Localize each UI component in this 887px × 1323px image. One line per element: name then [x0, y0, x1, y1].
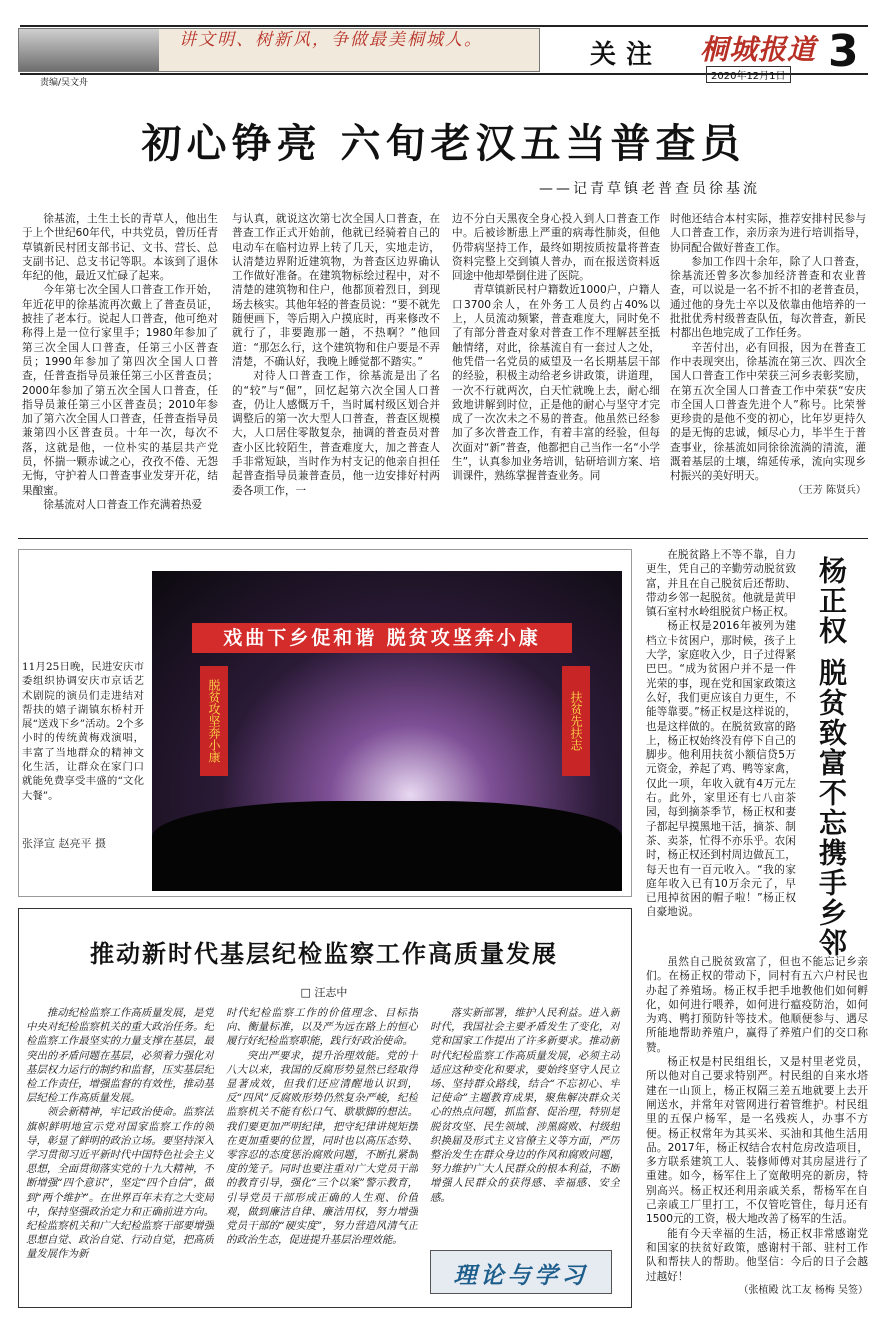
stage-banner: 戏曲下乡促和谐 脱贫攻坚奔小康 [192, 623, 572, 653]
paragraph: 对待人口普查工作，徐基流是出了名的“较”与“倔”，回忆起第六次全国人口普查，仍让人感慨万千，当时属村级区划合并调整后的第一次大型人口普查，普查区规模大，人口居住零散复杂，抽调的普查员对普查小区比较陌生，普查难度大，加之普查人手非常短缺，当时作为村支记的他亲自担任起普查指导员兼普查员，他一边安排好村两委各项工作，一 [232, 370, 440, 497]
header-banner [18, 28, 540, 72]
article3-title: 推动新时代基层纪检监察工作高质量发展 [90, 939, 558, 968]
banner-photo [19, 29, 159, 71]
section-name: 关注 [590, 40, 663, 70]
divider [18, 538, 868, 539]
paragraph: 能有今天幸福的生活，杨正权非常感谢党和国家的扶贫好政策，感谢村干部、驻村工作队和帮扶人的帮助。他坚信：今后的日子会越过越好！ [646, 1227, 868, 1283]
article1-col3 [452, 212, 660, 512]
issue-date: 2020年12月1日 [706, 66, 791, 83]
paragraph: 徐基流对人口普查工作充满着热爱 [43, 498, 203, 511]
paragraph: 辛苦付出，必有回报，因为在普查工作中表现突出，徐基流在第三次、四次全国人口普查工作中荣获三河乡表彰奖励，在第五次全国人口普查工作中荣获“安庆市全国人口普查先进个人”称号。比荣誉更珍贵的是他不变的初心，比年岁更持久的是无悔的忠诚，倾尽心力，毕半生于普查事业，徐基流如同徐徐流淌的清流，灌溉着基层的土壤，绵延传承，流向实现乡村振兴的美好明天。 [670, 341, 866, 483]
article1-byline: ——记青草镇老普查员徐基流 [539, 181, 760, 197]
theory-label-box [430, 1250, 612, 1294]
paragraph: 今年第七次全国人口普查工作开始，年近花甲的徐基流再次戴上了普查员证，披挂了老本行。说起人口普查，他可绝对称得上是一位行家里手；1980年参加了第三次全国人口普查，任第三小区普查员；1990年参加了第四次全国人口普查，任普查指导员兼任第三小区普查员；2000年参加了第五次全国人口普查，任指导员兼任第三小区普查员；2010年参加了第六次全国人口普查，任普查指导员兼第四小区普查员。十年一次，每次不落，这就是他，一位朴实的基层共产党员，怀揣一颗赤诚之心，孜孜不倦、无怨无悔，守护着人口普查事业发芽开花，结果酿蜜。 [22, 284, 218, 497]
article2-col-bottom [646, 955, 868, 1305]
paragraph: 参加工作四十余年，除了人口普查，徐基流还曾多次参加经济普查和农业普查，可以说是一名不折不扣的老普查员，通过他的身先士卒以及依靠由他培养的一批批优秀村级普查队伍，每次普查，新民村都出色地完成了工作任务。 [670, 255, 866, 340]
paragraph: 虽然自己脱贫致富了，但也不能忘记乡亲们。在杨正权的带动下，同村有五六户村民也办起了养殖场。杨正权手把手地教他们如何孵化，如何进行喂养，如何进行瘟疫防治，如何为鸡、鸭打预防针等技术。他顺便参与、遇尽所能地帮助养殖户，赢得了养殖户们的交口称赞。 [646, 956, 868, 1054]
theory-label: 理论与学习 [453, 1262, 589, 1289]
article1-col2 [232, 212, 440, 512]
paragraph: 突出严要求，提升治理效能。党的十八大以来，我国的反腐形势显然已经取得显著成效，但我们还应清醒地认识到，反“四风”反腐败形势仍然复杂严峻，纪检监察机关不能有松口气、歇歇脚的想法。我们要更加严明纪律，把守纪律讲规矩摆在更加重要的位置，同时也以高压态势、零容忍的态度惩治腐败问题，不断扎紧制度的笼子。同时也要注重对广大党员干部的教育引导，强化“三个以案”警示教育，引导党员干部形成正确的人生观、价值观，做到廉洁自律、廉洁用权，努力增强党员干部的“硬实度”，努力营造风清气正的政治生态，促进提升基层治理效能。 [226, 1049, 418, 1247]
paragraph: 推动纪检监察工作高质量发展，是党中央对纪检监察机关的重大政治任务。纪检监察工作最坚实的力量支撑在基层，最突出的矛盾问题在基层，必须着力强化对基层权力运行的制约和监督，压实基层纪检工作责任，增强监督的有效性，推动基层纪检工作高质量发展。 [26, 1007, 214, 1105]
paragraph: 在脱贫路上不等不靠，自力更生，凭自己的辛勤劳动脱贫致富，并且在自己脱贫后还帮助、带动乡邻一起脱贫。他就是黄甲镇石室村水岭组脱贫户杨正权。 [646, 549, 796, 619]
article1-col4 [670, 212, 866, 512]
paragraph: 杨正权是2016年被列为建档立卡贫困户，那时候，孩子上大学，家庭收入少，日子过得紧巴巴。“成为贫困户并不是一件光荣的事，现在党和国家政策这么好，我们更应该自力更生，不能等靠要。”杨正权是这样说的，也是这样做的。在脱贫致富的路上，杨正权始终没有停下自己的脚步。他利用扶贫小额信贷5万元资金，养起了鸡、鸭等家禽，仅此一项，年收入就有4万元左右。此外，家里还有七八亩茶园，每到摘茶季节，杨正权和妻子都起早摸黑地干活，摘茶、制茶、卖茶，忙得不亦乐乎。农闲时，杨正权还到村周边做瓦工，每天也有一百元收入。“我的家庭年收入已有10万余元了，早已甩掉贫困的帽子啦！”杨正权自豪地说。 [646, 620, 796, 919]
paragraph: 时他还结合本村实际，推荐安排村民参与人口普查工作，亲历亲为进行培训指导，协同配合做好普查工作。 [670, 213, 866, 254]
article2-title: 杨正权 脱贫致富不忘携手乡邻 [815, 556, 848, 958]
stage-right-sign: 扶贫先扶志 [562, 666, 590, 776]
paragraph: 领会新精神，牢记政治使命。监察法旗帜鲜明地宣示党对国家监察工作的领导，彰显了鲜明的政治立场。要坚持深入学习贯彻习近平新时代中国特色社会主义思想，全面贯彻落实党的十九大精神，不断增强“四个意识”，坚定“四个自信”，做到“两个维护”。在世界百年未有之大变局中，保持坚强政治定力和正确前进方向。纪检监察机关和广大纪检监察干部要增强思想自觉、政治自觉、行动自觉，把高质量发展作为新 [26, 1106, 214, 1261]
stage-left-sign: 脱贫攻坚奔小康 [200, 666, 228, 776]
article1-credit: （王芳 陈贤兵） [792, 484, 866, 496]
article3-col1 [26, 1006, 214, 1302]
page-number: 3 [828, 26, 859, 77]
stage-photo [152, 571, 622, 891]
article1-col1 [22, 212, 218, 512]
article3-author: □ 汪志中 [300, 986, 348, 999]
paragraph: 徐基流，土生土长的青草人，他出生于上个世纪60年代，中共党员，曾历任青草镇新民村团支部书记、文书、营长、总支副书记、总支书记等职。本该到了退休年纪的他，最近又忙碌了起来。 [22, 213, 218, 283]
photo-credit: 张泽宣 赵亮平 摄 [22, 837, 106, 850]
paragraph: 落实新部署，维护人民利益。进入新时代，我国社会主要矛盾发生了变化，对党和国家工作提出了许多新要求。推动新时代纪检监察工作高质量发展，必须主动适应这种变化和要求，要始终坚守人民立场、坚持群众路线，结合“不忘初心、牢记使命”主题教育成果，聚焦解决群众关心的热点问题，抓监督、促治理，特别是脱贫攻坚、民生领域、涉黑腐败、村级组织换届及形式主义官僚主义等方面，严厉整治发生在群众身边的作风和腐败问题，努力维护广大人民群众的根本利益，不断增强人民群众的获得感、幸福感、安全感。 [430, 1007, 620, 1204]
paragraph: 边不分白天黑夜全身心投入到人口普查工作中。后被诊断患上严重的病毒性肺炎，但他仍带病坚持工作，最终如期按质按量将普查资料完整上交到镇人普办，而在报送资料返回途中他却晕倒住进了医院。 [452, 213, 660, 283]
banner-slogan: 讲文明、树新风，争做最美桐城人。 [179, 30, 483, 50]
audience-silhouette [152, 801, 622, 891]
paragraph: 青草镇新民村户籍数近1000户，户籍人口3700余人，在外务工人员约占40%以上，人员流动频繁，普查难度大，同时免不了有部分普查对象对普查工作不理解甚至抵触情绪，对此，徐基流自有一套过人之处，他凭借一名党员的威望及一名长期基层干部的经验，积极主动给老乡讲政策，讲道理，一次不行就两次，白天忙就晚上去，耐心细致地讲解到时位，正是他的耐心与坚守才完成了一次次未之不易的普查。他虽然已经参加了多次普查工作，有着丰富的经验，但每次面对“新”普查，他都把自己当作一名“小学生”，认真参加业务培训，钻研培训方案、培训课件，熟练掌握普查业务。同 [452, 284, 660, 483]
paper-name: 桐城报道 [700, 33, 817, 66]
article2-credit: （张植殿 沈工友 杨梅 吴签） [738, 1284, 868, 1296]
photo-caption: 11月25日晚，民进安庆市委组织协调安庆市京话艺术剧院的演员们走进结对帮扶的嬉子湖镇东桥村开展“送戏下乡”活动。2个多小时的传统黄梅戏演唱，丰富了当地群众的精神文化生活，让群众在家门口就能免费享受丰盛的“文化大餐”。 [22, 661, 144, 802]
paragraph: 时代纪检监察工作的价值理念、目标指向、衡量标准，以及严为远在路上的恒心履行好纪检监察职能，践行好政治使命。 [226, 1007, 418, 1048]
article3-col2 [226, 1006, 418, 1302]
paragraph: 杨正权是村民组组长，又是村里老党员，所以他对自己要求特别严。村民组的自来水塔建在一山顶上，杨正权隔三差五地就要上去开闸送水，并常年对管网进行着管维护。村民组里的五保户杨军，是一名残疾人，办事不方便。杨正权常年为其买米、买油和其他生活用品。2017年，杨正权结合农村危房改造项目，多方联系建筑工人、装修师傅对其房屋进行了重建。如今，杨军住上了宽敞明亮的新房，特别高兴。杨正权还利用亲戚关系，帮杨军在自己亲戚工厂里打工，不仅管吃管住，每月还有1500元的工资，极大地改善了杨军的生活。 [646, 1056, 868, 1226]
editor-credit: 责编/吴文舟 [40, 78, 89, 88]
article3-col3 [430, 1006, 620, 1244]
article2-col-top [646, 548, 796, 950]
paragraph: 与认真，就说这次第七次全国人口普查，在普查工作正式开始前，他就已经骑着自己的电动车在临村边界上转了几天，实地走访，认清楚边界附近建筑物，为普查区边界确认工作做好准备。在建筑物标绘过程中，对不清楚的建筑物和住户，他都顶着烈日，到现场去核实。其他年轻的普查员说：“要不就先随便画下，等后期入户摸底时，再来修改不就行了，非要跑那一趟，不热啊？”他回道：“那怎么行，这个建筑物和住户要是不弄清楚，不确认好，我晚上睡觉都不踏实。” [232, 213, 440, 368]
article1-headline: 初心铮亮 六旬老汉五当普查员 [141, 120, 746, 167]
